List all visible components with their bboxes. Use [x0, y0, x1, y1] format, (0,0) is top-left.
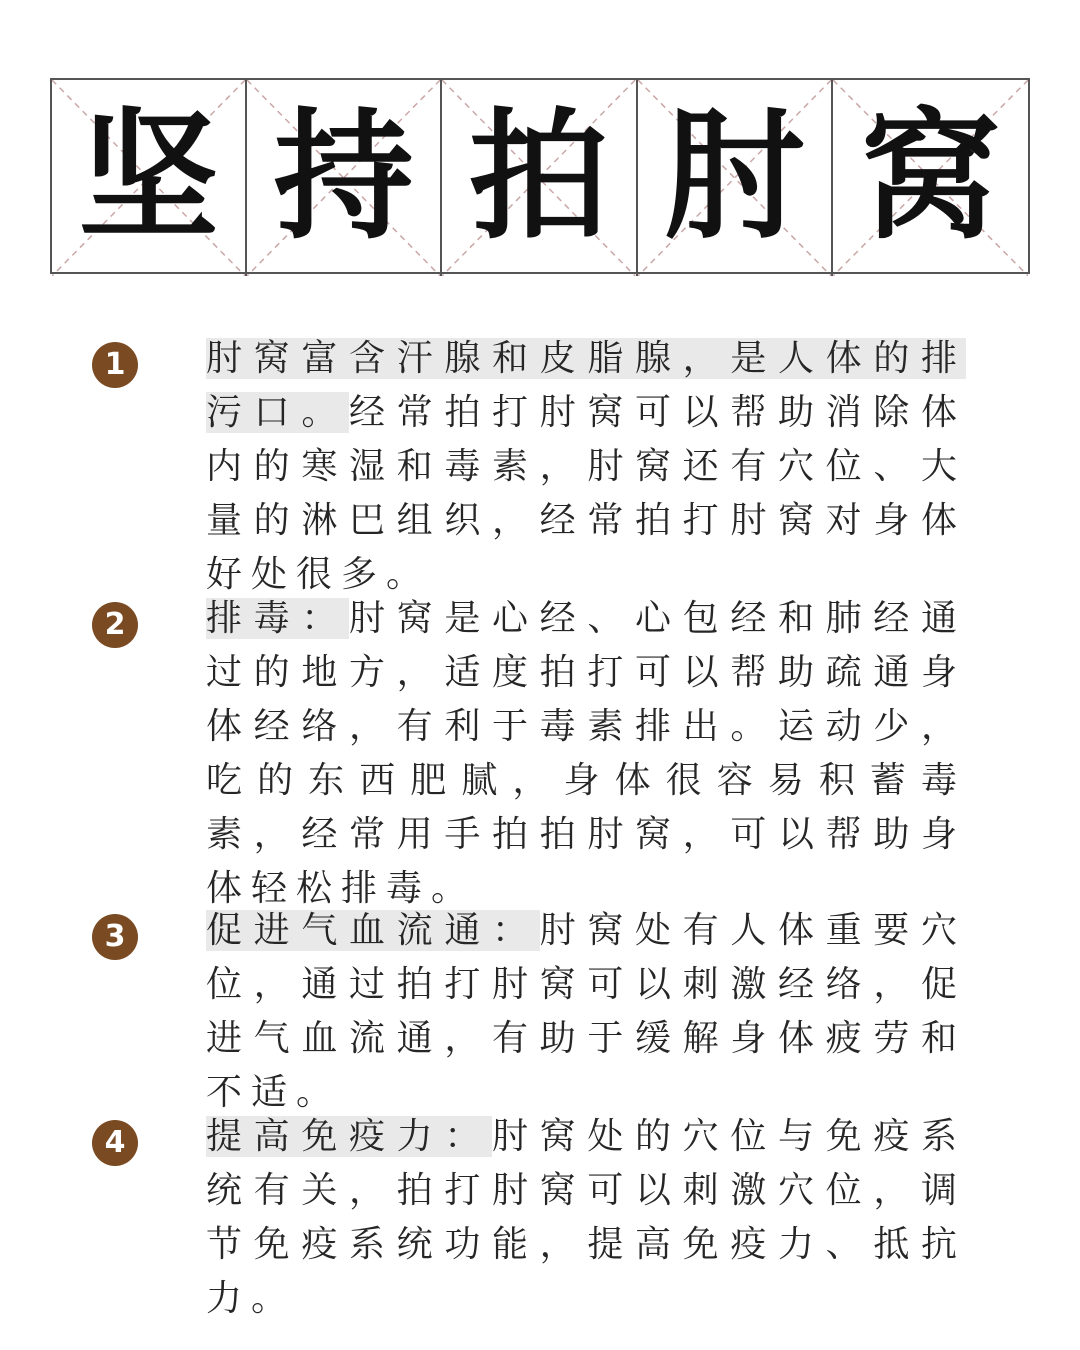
title-char: 肘: [664, 96, 805, 259]
section-body: 肘窝处的穴位与免疫系统有关，拍打肘窝可以刺激穴位，调节免疫系统功能，提高免疫力、抵抗力。: [206, 1116, 966, 1319]
section-highlight: 促进气血流通：: [206, 910, 540, 951]
section-paragraph: [206, 332, 966, 602]
section-body: 肘窝是心经、心包经和肺经通过的地方，适度拍打可以帮助疏通身体经络，有利于毒素排出。运动少，吃的东西肥腻，身体很容易积蓄毒素，经常用手拍拍肘窝，可以帮助身体轻松排毒。: [206, 598, 966, 909]
title-char: 窝: [860, 96, 1001, 259]
title-cell-5: [833, 80, 1028, 276]
section-highlight: 排毒：: [206, 598, 349, 639]
section-paragraph: [206, 1110, 966, 1326]
section-paragraph: [206, 904, 966, 1120]
title-char: 拍: [469, 96, 610, 259]
title-grid: [50, 78, 1030, 274]
number-badge: 1: [92, 342, 138, 388]
number-badge: 2: [92, 602, 138, 648]
section-paragraph: [206, 592, 966, 916]
title-cell-3: [442, 80, 637, 276]
section-highlight: 提高免疫力：: [206, 1116, 492, 1157]
title-cell-2: [247, 80, 442, 276]
section-body: 肘窝处有人体重要穴位，通过拍打肘窝可以刺激经络，促进气血流通，有助于缓解身体疲劳和不适。: [206, 910, 966, 1113]
title-char: 持: [273, 96, 414, 259]
section-body: 经常拍打肘窝可以帮助消除体内的寒湿和毒素，肘窝还有穴位、大量的淋巴组织，经常拍打肘窝对身体好处很多。: [206, 392, 966, 595]
section-highlight: 肘窝富含汗腺和皮脂腺，是人体的排污口。: [206, 338, 966, 433]
title-cell-1: [52, 80, 247, 276]
number-badge: 3: [92, 914, 138, 960]
number-badge: 4: [92, 1120, 138, 1166]
title-cell-4: [638, 80, 833, 276]
title-char: 坚: [78, 96, 219, 259]
